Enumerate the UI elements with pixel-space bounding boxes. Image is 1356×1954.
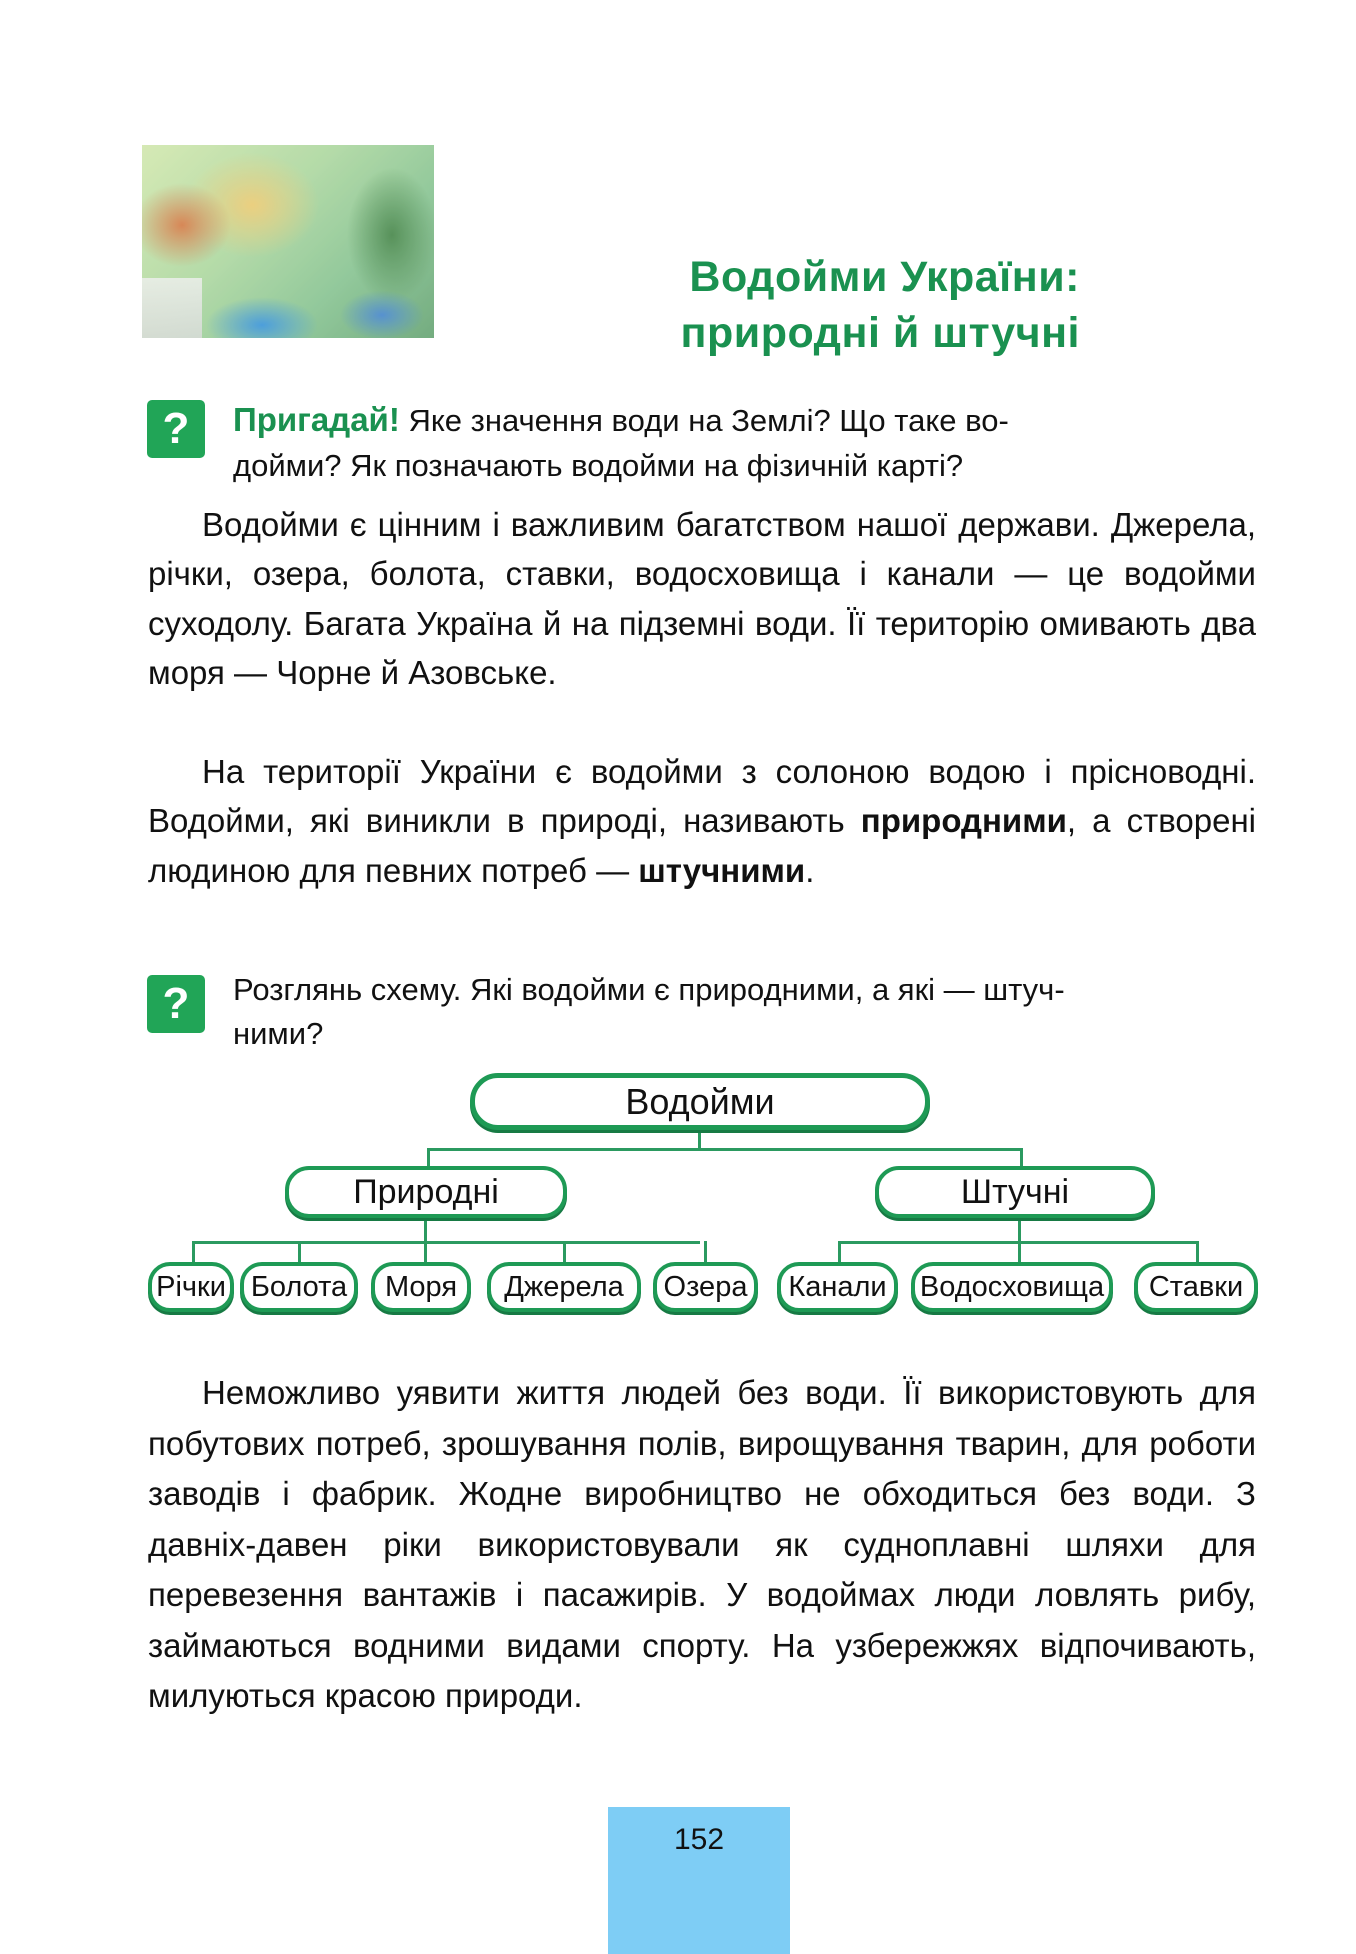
connector [424, 1218, 427, 1243]
paragraph-2-part3: . [805, 851, 815, 889]
connector [1196, 1241, 1199, 1263]
page-title-line1: Водойми України: [689, 253, 1080, 301]
paragraph-1 [148, 500, 1256, 697]
term-artificial: штучними [638, 851, 806, 889]
page-title-line2: природні й штучні [680, 309, 1080, 357]
diagram-leaf-seas: Моря [371, 1262, 471, 1312]
diagram-leaf-rivers: Річки [148, 1262, 234, 1312]
paragraph-2-part2: , а створені людиною для певних потреб — [148, 802, 1257, 889]
paragraph-3-text: Неможливо уявити життя людей без води. Її використовують для побутових потреб, зрошування полів, вирощування тварин, для роботи заводів і фабрик. Жодне виробництво не обходиться без води. З давніх-давен ріки використовували як судноплавні шляхи для перевезення вантажів і пасажирів. У водоймах люди ловлять рибу, займаються водними видами спорту. На узбережжях відпочивають, милуються красою природи. [148, 1374, 1256, 1714]
question-2-line1: Розглянь схему. Які водойми є природними, а які — штуч- [233, 972, 1065, 1007]
diagram-leaf-springs: Джерела [487, 1262, 641, 1312]
paragraph-1-text: Водойми є цінним і важливим багатством нашої держави. Джерела, річки, озера, болота, ставки, водосховища і канали — це водойми суходолу. Багата Україна й на підземні води. Її територію омивають два моря — Чорне й Азовське. [148, 506, 1256, 691]
connector [427, 1148, 430, 1168]
page-number: 152 [673, 1823, 725, 1856]
connector [704, 1241, 707, 1263]
question-icon: ? [147, 400, 205, 458]
connector [838, 1241, 841, 1263]
diagram-leaf-lakes: Озера [653, 1262, 758, 1312]
connector [298, 1241, 301, 1263]
term-natural: природними [860, 802, 1067, 840]
diagram-leaf-reservoirs: Водосховища [911, 1262, 1113, 1312]
diagram-natural-node: Природні [285, 1166, 567, 1218]
connector [192, 1241, 195, 1263]
diagram-leaf-ponds: Ставки [1134, 1262, 1258, 1312]
paragraph-2-part1: На території України є водойми з солоною водою і прісноводні. Водойми, які виникли в природі, називають [148, 753, 1256, 840]
connector [424, 1241, 427, 1263]
connector [1018, 1241, 1021, 1263]
diagram-leaf-swamps: Болота [240, 1262, 358, 1312]
recall-block [233, 397, 1256, 488]
recall-label: Пригадай! [233, 401, 400, 438]
connector [192, 1241, 700, 1244]
diagram-root-node: Водойми [470, 1073, 930, 1130]
question-2-block [233, 968, 1256, 1056]
diagram-leaf-canals: Канали [777, 1262, 898, 1312]
connector [1018, 1218, 1021, 1243]
connector [563, 1241, 566, 1263]
connector [698, 1130, 701, 1150]
recall-text-line2: дойми? Як позначають водойми на фізичній карті? [233, 448, 964, 483]
diagram-artificial-node: Штучні [875, 1166, 1155, 1218]
paragraph-3 [148, 1368, 1256, 1722]
question-icon: ? [147, 975, 205, 1033]
paragraph-2 [148, 747, 1256, 895]
connector [1020, 1148, 1023, 1168]
map-inset [142, 278, 202, 338]
question-2-line2: ними? [233, 1016, 324, 1051]
recall-text-line1: Яке значення води на Землі? Що таке во- [399, 403, 1009, 438]
connector [427, 1148, 1022, 1151]
